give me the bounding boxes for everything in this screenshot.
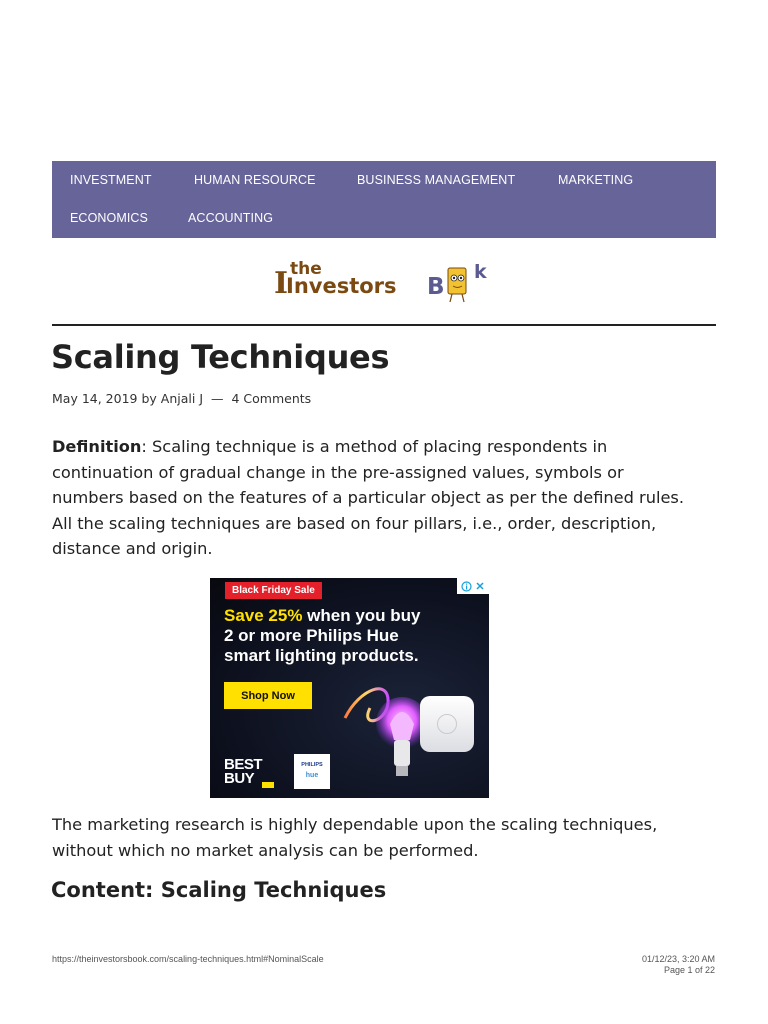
site-logo[interactable]: [272, 256, 496, 306]
post-date-link[interactable]: May 14, 2019: [52, 391, 138, 406]
ad-shop-now-button[interactable]: Shop Now: [224, 682, 312, 709]
footer-page-number: Page 1 of 22: [663, 965, 715, 975]
ad-close-icon[interactable]: [475, 581, 485, 591]
best-buy-tag-icon: [262, 782, 274, 788]
nav-item-accounting[interactable]: ACCOUNTING: [188, 211, 274, 225]
definition-line: distance and origin.: [52, 539, 213, 559]
header-divider: [52, 324, 716, 326]
definition-line: All the scaling techniques are based on four pillars, i.e., order, description,: [52, 513, 657, 533]
logo-investors: Investors: [286, 274, 397, 298]
best-buy-logo: BEST BUY: [224, 756, 263, 787]
philips-hue-logo: PHILIPS hue: [294, 754, 330, 789]
definition-paragraph: [52, 434, 692, 562]
nav-item-marketing[interactable]: MARKETING: [558, 173, 634, 187]
nav-item-investment[interactable]: INVESTMENT: [70, 173, 152, 187]
advertisement-banner[interactable]: [210, 578, 489, 798]
ad-headline-line2: 2 or more Philips Hue: [224, 626, 399, 645]
site-logo-graphic: [272, 256, 496, 306]
intro-line: The marketing research is highly dependable upon the scaling techniques,: [52, 815, 658, 834]
svg-text:I: I: [274, 266, 289, 301]
footer-datetime: 01/12/23, 3:20 AM: [641, 954, 715, 964]
intro-line: without which no market analysis can be performed.: [52, 840, 479, 860]
comments-link[interactable]: 4 Comments: [231, 391, 312, 406]
post-author-link[interactable]: Anjali J: [160, 391, 204, 406]
hue-bridge-image: [420, 696, 474, 752]
ad-headline-highlight: Save 25%: [224, 606, 303, 625]
logo-k: k: [474, 261, 487, 283]
logo-b: B: [427, 274, 445, 300]
definition-label: Definition: [52, 437, 142, 456]
meta-separator: —: [211, 391, 224, 406]
book-mascot-icon: [448, 268, 466, 302]
logo-the: the: [290, 259, 322, 279]
nav-item-economics[interactable]: ECONOMICS: [70, 211, 148, 225]
definition-line: continuation of gradual change in the pre-assigned values, symbols or: [52, 462, 624, 482]
ad-choices-controls[interactable]: [457, 578, 489, 594]
definition-line: : Scaling technique is a method of placing respondents in: [141, 437, 608, 456]
nav-item-human-resource[interactable]: HUMAN RESOURCE: [194, 173, 316, 187]
hue-bulb-image: [340, 678, 430, 788]
post-meta: [52, 391, 311, 406]
ad-headline-line1: when you buy: [302, 606, 421, 625]
ad-headline: [224, 606, 421, 666]
nav-item-business-management[interactable]: BUSINESS MANAGEMENT: [357, 173, 516, 187]
ad-info-icon[interactable]: [461, 581, 472, 592]
footer-url: https://theinvestorsbook.com/scaling-techniques.html#NominalScale: [52, 954, 324, 964]
section-heading: Content: Scaling Techniques: [51, 878, 387, 902]
ad-sale-badge: Black Friday Sale: [225, 582, 322, 599]
post-by: by: [141, 391, 157, 406]
page-title: Scaling Techniques: [51, 338, 390, 376]
ad-headline-line3: smart lighting products.: [224, 646, 419, 665]
intro-paragraph: [52, 812, 692, 863]
definition-line: numbers based on the features of a particular object as per the defined rules.: [52, 488, 684, 508]
main-nav: [52, 161, 716, 238]
